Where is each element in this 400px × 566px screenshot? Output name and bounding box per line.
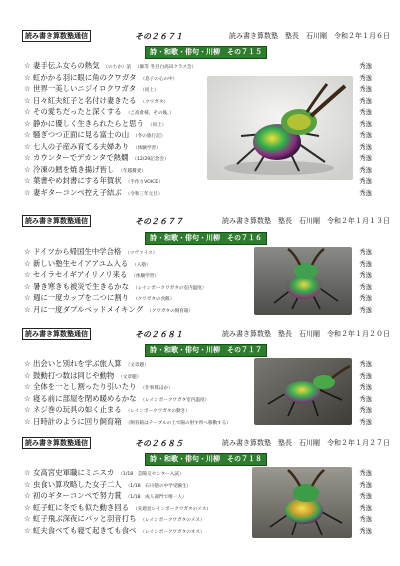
poem-text: その愛ちだったと深くする — [33, 107, 122, 116]
star-marker-icon: ☆ — [24, 118, 31, 128]
poem-rating: 秀逸 — [359, 108, 372, 116]
issue-number: その２６７１ — [135, 32, 183, 41]
poem-text: 新しい塾生セイアアユム入る — [33, 258, 129, 268]
poem-rating: 秀逸 — [359, 248, 372, 256]
star-marker-icon: ☆ — [24, 405, 31, 414]
poem-note: （文章題） — [125, 363, 149, 368]
poem-note: （令和三年元旦） — [125, 191, 163, 197]
poem-rating: 秀逸 — [359, 492, 372, 500]
star-marker-icon: ☆ — [24, 514, 31, 523]
poem-note: （レインボークワガタの動き） — [125, 409, 190, 414]
newsletter-title: 読み書き算数塾通信 — [22, 215, 91, 227]
poem-note: （手作りVOICE） — [125, 180, 163, 185]
beetle-image — [254, 358, 352, 425]
poem-note: （1/18 石川塾の中学受験生） — [125, 483, 192, 489]
star-marker-icon: ☆ — [24, 502, 31, 512]
poem-rating: 秀逸 — [359, 259, 372, 268]
poem-rating: 秀逸 — [359, 165, 372, 174]
star-marker-icon: ☆ — [24, 304, 31, 314]
poem-rating: 秀逸 — [359, 96, 372, 105]
poem-text: 暑き寒きも被災で生きるかな — [33, 281, 130, 291]
school-info: 読み書き算数塾 塾長 石川剛 令和２年１月１３日 — [222, 217, 390, 225]
poem-text: 妻ギターコンペ控え子結ぶ — [33, 187, 122, 197]
poem-note: （息子の心の中） — [140, 76, 178, 82]
poem-rating: 秀逸 — [359, 360, 372, 368]
star-marker-icon: ☆ — [24, 370, 31, 380]
section-header — [22, 328, 390, 341]
poem-rating: 秀逸 — [359, 154, 372, 162]
poem-text: 七人の子産み育てる夫婦あり — [33, 141, 130, 151]
poem-text: ネジ巻の玩具の如く止まる — [33, 405, 122, 414]
poem-note: （入塾） — [132, 262, 151, 268]
star-marker-icon: ☆ — [24, 61, 31, 70]
poem-note: （レインボークワガタ室内温度） — [140, 397, 210, 403]
poem-text: 世界一美しいニジイロクワガタ — [33, 84, 137, 93]
poem-text: 虹かかる羽に眼に角のクワガタ — [33, 72, 137, 82]
poem-rating: 秀逸 — [359, 305, 372, 314]
star-marker-icon: ☆ — [24, 359, 31, 368]
poem-rating: 秀逸 — [359, 394, 372, 403]
star-marker-icon: ☆ — [24, 141, 31, 151]
section-header — [22, 30, 390, 43]
poem-text: 虹子飛ぶ深夜にバッと羽音打ち — [33, 514, 137, 523]
poem-text: 週に一度カップを二つに割り — [33, 293, 130, 302]
poem-row — [24, 60, 380, 72]
poem-note: （クワガタ） — [140, 99, 169, 105]
poem-text: カウンターでデカンタで熱燗 — [33, 153, 129, 162]
newsletter-title: 読み書き算数塾通信 — [22, 30, 91, 42]
poem-text: 初のギターコンペで努力賞 — [33, 491, 122, 500]
poem-text: 出会いと別れを学ぶ旅人算 — [33, 359, 122, 368]
poem-rating: 秀逸 — [359, 406, 372, 414]
issue-number: その２６７７ — [135, 217, 183, 226]
poem-text: ドイツから帰国生中学合格 — [33, 247, 122, 256]
star-marker-icon: ☆ — [24, 293, 31, 302]
star-marker-icon: ☆ — [24, 107, 31, 116]
poem-note: （レインボークワガタの室内温度） — [133, 285, 207, 291]
poem-note: （1/18 芸陽交センター入試） — [118, 472, 184, 477]
poem-rating: 秀逸 — [359, 131, 372, 139]
poem-text: セイラセイギアイリノリ来る — [33, 270, 128, 279]
beetle-image — [254, 247, 352, 315]
poem-note: （飼育箱はテーブルの上で陽の射す所へ移動する） — [125, 420, 231, 426]
theme-banner: 詩・和歌・俳句・川柳 その７１６ — [145, 232, 267, 245]
poem-note: （のちか）話 — [103, 65, 132, 70]
school-info: 読み書き算数塾 塾長 石川剛 令和２年１月２０日 — [222, 330, 390, 338]
poem-text: 日時計のように回り飼育箱 — [33, 416, 122, 426]
star-marker-icon: ☆ — [24, 393, 31, 403]
poem-note: （ご高倉様、その後。） — [125, 111, 174, 116]
star-marker-icon: ☆ — [24, 153, 31, 162]
newsletter-title: 読み書き算数塾通信 — [22, 437, 91, 449]
poem-rating: 秀逸 — [359, 469, 372, 477]
poem-extra-note: （師等 冬目白高田クラス会） — [135, 65, 197, 70]
poem-rating: 秀逸 — [359, 371, 372, 380]
poem-rating: 秀逸 — [359, 282, 372, 291]
poem-rating: 秀逸 — [359, 383, 372, 391]
star-marker-icon: ☆ — [24, 176, 31, 185]
poem-rating: 秀逸 — [359, 119, 372, 128]
poem-rating: 秀逸 — [359, 62, 372, 70]
poem-text: 日々紅夫紅子と名付け妻きたる — [33, 95, 137, 105]
poem-text: 静かに優しく生きられたらと思う — [33, 118, 144, 128]
poem-note: （クワガタの食餌） — [133, 297, 175, 302]
poem-note: （年越蕎麦） — [118, 168, 146, 174]
poem-rating: 秀逸 — [359, 526, 372, 535]
poem-note: （同上） — [140, 88, 159, 93]
star-marker-icon: ☆ — [24, 491, 31, 500]
theme-banner: 詩・和歌・俳句・川柳 その７１７ — [145, 344, 267, 357]
star-marker-icon: ☆ — [24, 247, 31, 256]
poem-note: （クワガタの飼育箱） — [147, 308, 194, 314]
poem-note: （体験学習） — [131, 274, 159, 279]
poem-rating: 秀逸 — [359, 503, 372, 512]
poem-note: （ツヴァイス） — [125, 251, 158, 256]
poem-rating: 秀逸 — [359, 142, 372, 151]
issue-number: その２６８５ — [135, 439, 183, 448]
rainbow-stag-beetle-photo-3 — [254, 358, 352, 425]
newsletter-title: 読み書き算数塾通信 — [22, 328, 91, 340]
poem-note: （仕事算ほか） — [140, 386, 173, 391]
poem-rating: 秀逸 — [359, 294, 372, 302]
star-marker-icon: ☆ — [24, 281, 31, 291]
poem-text: 寝る前に部屋を閉め暖めるかな — [33, 393, 137, 403]
poem-text: 虫食い算攻略した女子二人 — [33, 479, 122, 489]
poem-rating: 秀逸 — [359, 515, 372, 523]
poem-note: （同上） — [147, 122, 167, 128]
star-marker-icon: ☆ — [24, 525, 31, 535]
poem-note: （体験学習） — [133, 145, 161, 151]
star-marker-icon: ☆ — [24, 164, 31, 174]
poem-text: 鼓動打つ数は同じや動物 — [33, 370, 115, 380]
poem-rating: 秀逸 — [359, 85, 372, 93]
star-marker-icon: ☆ — [24, 72, 31, 82]
star-marker-icon: ☆ — [24, 130, 31, 139]
rainbow-stag-beetle-photo-4 — [252, 467, 352, 538]
star-marker-icon: ☆ — [24, 382, 31, 391]
poem-text: 冷凍の鱈を焼き揚げ皆し — [33, 164, 115, 174]
star-marker-icon: ☆ — [24, 95, 31, 105]
school-info: 読み書き算数塾 塾長 石川剛 令和２年１月２７日 — [222, 439, 390, 447]
poem-note: （先週見レインボークワガタのメス） — [133, 506, 211, 512]
star-marker-icon: ☆ — [24, 479, 31, 489]
rainbow-stag-beetle-photo-1 — [207, 76, 353, 180]
rainbow-stag-beetle-photo-2 — [254, 247, 352, 315]
poem-text: 虹夫食べても寝て起きても食べ — [33, 525, 137, 535]
section-header — [22, 437, 390, 450]
poem-text: 妻手伝ふ女らの熱気 — [33, 61, 100, 70]
poem-row — [24, 187, 380, 199]
star-marker-icon: ☆ — [24, 187, 31, 197]
theme-banner: 詩・和歌・俳句・川柳 その７１８ — [145, 453, 267, 466]
poem-text: 女高宮史軍職にミニスカ — [33, 468, 115, 477]
beetle-image — [252, 467, 352, 538]
star-marker-icon: ☆ — [24, 416, 31, 426]
issue-number: その２６８１ — [135, 330, 183, 339]
star-marker-icon: ☆ — [24, 270, 31, 279]
poem-rating: 秀逸 — [359, 480, 372, 489]
poem-text: 騒ぎつつ正面に見る富士の山 — [33, 130, 130, 139]
poem-note: （12/29記念会） — [132, 157, 169, 162]
section-header — [22, 215, 390, 228]
poem-note: （文章題） — [118, 374, 142, 380]
poem-text: 全体を一とし割ったり引いたり — [33, 382, 137, 391]
poem-note: （レインボークワガタのメス） — [140, 518, 205, 523]
beetle-image — [207, 76, 353, 180]
poem-note: （1/18 成人部門で唯一人） — [125, 495, 187, 500]
star-marker-icon: ☆ — [24, 258, 31, 268]
poem-text: 葉書やめ封書にする年賀状 — [33, 176, 122, 185]
poem-note: （レインボークワガタのオス） — [140, 529, 205, 535]
poem-rating: 秀逸 — [359, 417, 372, 426]
poem-rating: 秀逸 — [359, 188, 372, 197]
theme-banner: 詩・和歌・俳句・川柳 その７１５ — [145, 46, 267, 59]
poem-rating: 秀逸 — [359, 177, 372, 185]
poem-rating: 秀逸 — [359, 73, 372, 82]
star-marker-icon: ☆ — [24, 84, 31, 93]
poem-text: 虹子虹に冬でも似た動き回る — [33, 502, 130, 512]
star-marker-icon: ☆ — [24, 468, 31, 477]
poem-note: （冬の旅行記） — [133, 134, 166, 139]
poem-rating: 秀逸 — [359, 271, 372, 279]
poem-text: 月に一度ダブルベッドメイキング — [33, 304, 144, 314]
school-info: 読み書き算数塾 塾長 石川剛 令和２年１月６日 — [229, 32, 390, 40]
